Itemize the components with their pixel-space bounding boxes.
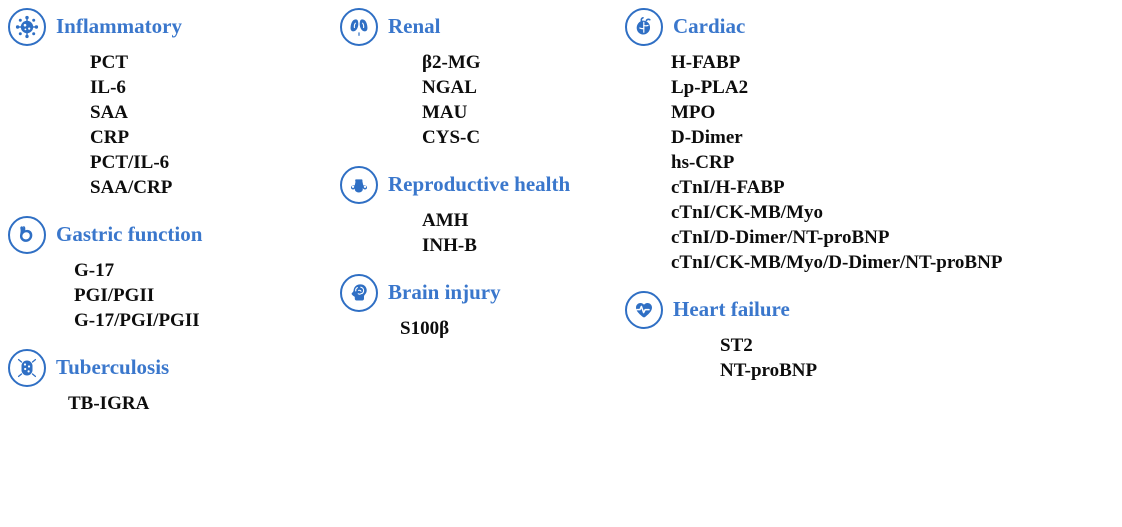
group-tuberculosis [8,347,328,416]
head-brain-icon [340,274,378,312]
list-item: NGAL [422,77,477,98]
group-title-brain-injury: Brain injury [388,280,501,305]
group-header-inflammatory [8,6,328,48]
list-item: cTnI/D-Dimer/NT-proBNP [671,227,890,248]
group-title-cardiac: Cardiac [673,14,746,39]
group-title-gastric-function: Gastric function [56,222,203,247]
list-item: G-17/PGI/PGII [74,310,200,331]
list-item: hs-CRP [671,152,735,173]
group-cardiac [625,6,1115,275]
group-title-heart-failure: Heart failure [673,297,790,322]
list-item: β2-MG [422,52,481,73]
list-item: IL-6 [90,77,126,98]
item-list-tuberculosis [8,391,328,416]
list-item: MPO [671,102,716,123]
group-inflammatory [8,6,328,200]
group-gastric-function [8,214,328,333]
list-item: D-Dimer [671,127,743,148]
group-renal [340,6,640,150]
list-item: H-FABP [671,52,741,73]
item-list-reproductive-health [340,208,640,258]
heart-anatomy-icon [625,8,663,46]
group-header-reproductive-health [340,164,640,206]
item-list-renal [340,50,640,150]
list-item: PCT [90,52,128,73]
group-header-cardiac [625,6,1115,48]
list-item: NT-proBNP [720,360,818,381]
column-right [625,0,1115,389]
list-item: SAA [90,102,129,123]
group-header-tuberculosis [8,347,328,389]
bacteria-icon [8,349,46,387]
list-item: SAA/CRP [90,177,173,198]
list-item: PCT/IL-6 [90,152,170,173]
group-header-brain-injury [340,272,640,314]
group-heart-failure [625,289,1115,383]
group-title-renal: Renal [388,14,441,39]
list-item: CRP [90,127,130,148]
list-item: cTnI/CK-MB/Myo [671,202,823,223]
item-list-inflammatory [8,50,328,200]
group-title-reproductive-health: Reproductive health [388,172,571,197]
list-item: Lp-PLA2 [671,77,749,98]
list-item: PGI/PGII [74,285,155,306]
column-left [8,0,328,422]
kidneys-icon [340,8,378,46]
group-header-heart-failure [625,289,1115,331]
item-list-heart-failure [625,333,1115,383]
list-item: cTnI/CK-MB/Myo/D-Dimer/NT-proBNP [671,252,1003,273]
list-item: ST2 [720,335,753,356]
list-item: S100β [400,318,450,339]
stomach-icon [8,216,46,254]
item-list-cardiac [625,50,1115,275]
list-item: TB-IGRA [68,393,150,414]
virus-icon [8,8,46,46]
group-title-inflammatory: Inflammatory [56,14,182,39]
list-item: INH-B [422,235,477,256]
list-item: AMH [422,210,469,231]
group-header-renal [340,6,640,48]
list-item: G-17 [74,260,115,281]
list-item: CYS-C [422,127,481,148]
uterus-icon [340,166,378,204]
group-reproductive-health [340,164,640,258]
item-list-gastric-function [8,258,328,333]
group-header-gastric-function [8,214,328,256]
list-item: MAU [422,102,468,123]
heart-pulse-icon [625,291,663,329]
group-brain-injury [340,272,640,341]
group-title-tuberculosis: Tuberculosis [56,355,170,380]
list-item: cTnI/H-FABP [671,177,785,198]
column-middle [340,0,640,347]
item-list-brain-injury [340,316,640,341]
